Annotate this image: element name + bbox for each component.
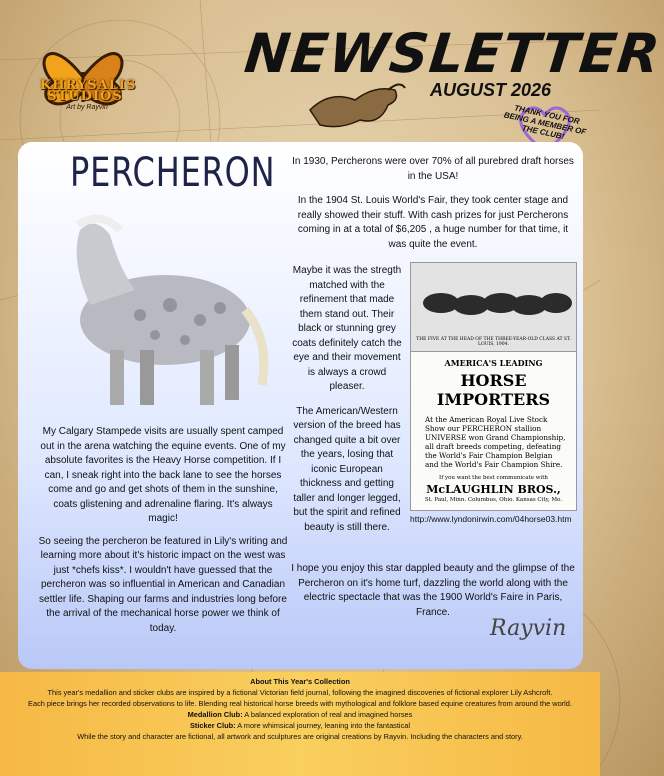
source-link[interactable]: http://www.lyndonirwin.com/04horse03.htm — [410, 514, 572, 524]
left-column-text — [38, 425, 288, 644]
butterfly-logo-icon — [28, 22, 138, 132]
logo-name: KHRYSALIS STUDIOS — [40, 78, 137, 104]
footer-sticker: Sticker Club: A more whimsical journey, leaning into the fantastical — [189, 721, 411, 730]
paragraph: My Calgary Stampede visits are usually spent camped out in the arena watching the equine events. One of my absolute favorites is the Heavy Horse competition. If I can, I sneak right into the back lane to see the horses come and go and get shots of them in the sunshine, coats glistening and adrenaline flaring. It's always magic! — [40, 426, 286, 524]
paragraph: So seeing the percheron be featured in Lily's writing and learning more about it's historic impact on the west was just *chefs kiss*. I wouldn't have guessed that the percheron was so influential in American and Canadian settler life. Shaping our farms and industries long before the arrival of the mechanical horse power we think of today. — [38, 535, 288, 634]
historic-horse-photo — [410, 262, 577, 352]
footer-medallion: Medallion Club: A balanced exploration of real and imagined horses — [187, 710, 413, 719]
horse-importers-ad — [410, 351, 577, 511]
thanks-note: THANK YOU FOR BEING A MEMBER OF THE CLUB! — [503, 103, 587, 142]
ad-cities: St. Paul, Minn. Columbus, Ohio. Kansas City, Mo. — [424, 497, 563, 503]
leaping-horse-icon — [300, 70, 410, 140]
right-column-text — [288, 155, 578, 262]
footer-line: This year's medallion and sticker clubs are inspired by a fictional Victorian field journal, following the imagined discoveries of fictional explorer Lily Ashcroft. — [47, 688, 553, 697]
ad-small-text: If you want the best communicate with — [439, 475, 548, 481]
footer-heading: About This Year's Collection — [250, 677, 350, 686]
footer-line: Each piece brings her recorded observations to life. Blending real historical horse breeds with mythological and folklore based equine creatures from around the world. — [28, 699, 572, 708]
newsletter-title: NEWSLETTER — [241, 22, 664, 85]
closing-paragraph: I hope you enjoy this star dappled beauty and the glimpse of the Percheron on it's home turf, dazzling the world along with the electric spectacle that was the 1900 World's Faire in Paris, France. — [291, 563, 575, 618]
photo-caption-line: THE FIVE AT THE HEAD OF THE THREE-YEAR-OLD CLASS AT ST. LOUIS, 1904. — [416, 337, 571, 347]
paragraph: Maybe it was the stregth matched with the refinement that made them stand out. Their black or stunning grey coats definitely catch the eye and their movement is always a crowd pleaser. — [292, 265, 402, 392]
logo-subtitle: Art by Rayvin — [66, 104, 108, 111]
article-title: PERCHERON — [70, 150, 276, 196]
signature: Rayvin — [490, 616, 567, 641]
ad-company-name: McLAUGHLIN BROS., — [426, 483, 561, 496]
paragraph: In 1930, Percherons were over 70% of all purebred draft horses in the USA! — [292, 156, 574, 182]
percheron-horse-illustration-icon — [40, 200, 280, 420]
newsletter-date: AUGUST 2026 — [430, 80, 552, 100]
middle-column-text — [292, 264, 402, 545]
ad-body: At the American Royal Live Stock Show our PERCHERON stallion UNIVERSE won Grand Championship, all draft breeds competing, defeating the World's Fair Champion Belgian and the World's Fair Champion Shire. — [425, 415, 566, 469]
ad-headline: HORSE IMPORTERS — [436, 371, 551, 409]
footer-collection-info — [0, 672, 600, 776]
paragraph: The American/Western version of the breed has changed quite a bit over the years, losing that iconic European thickness and getting taller and longer legged, but the spirit and refined beauty is still there. — [293, 405, 401, 533]
ad-top-line: AMERICA'S LEADING — [444, 358, 543, 368]
footer-line: While the story and character are fictional, all artwork and sculptures are original creations by Rayvin. Including the characters and story. — [77, 732, 523, 741]
paragraph: In the 1904 St. Louis World's Fair, they took center stage and really showed their stuff. With cash prizes for just Percherons coming in at a total of $6,205 , a huge number for that time, it was quite the event. — [297, 195, 569, 250]
